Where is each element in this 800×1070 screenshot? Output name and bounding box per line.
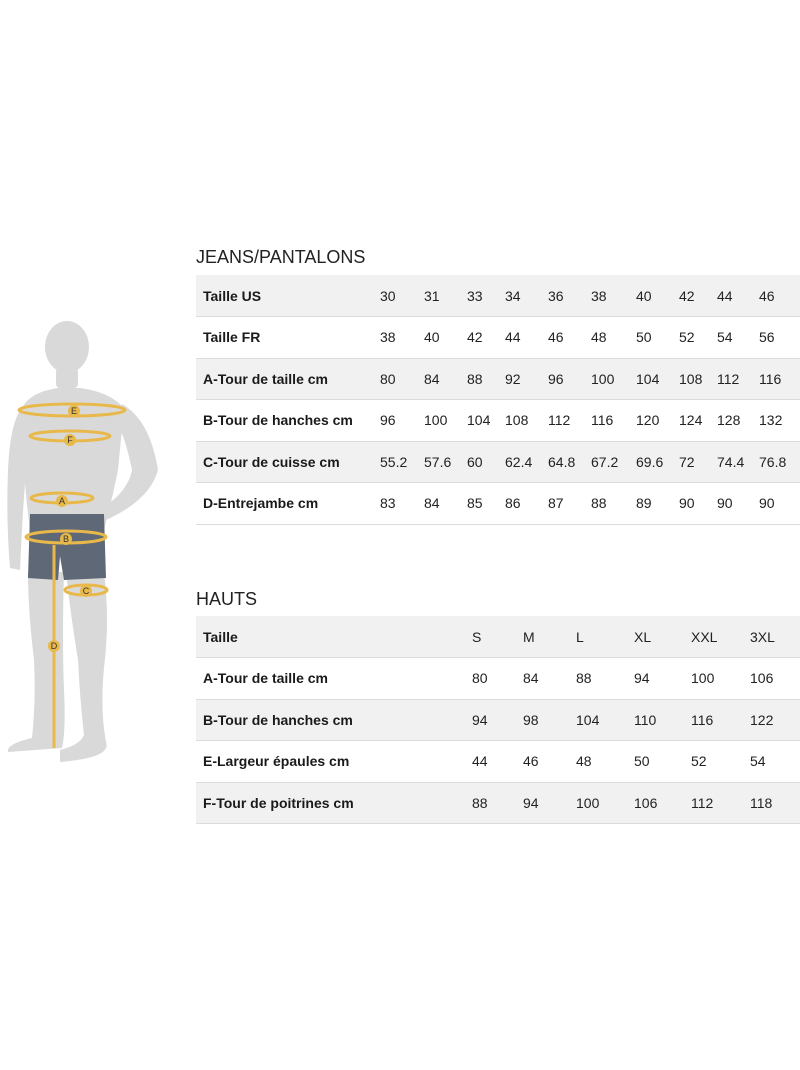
table-cell: S bbox=[472, 628, 482, 645]
table-cell: 30 bbox=[380, 287, 396, 304]
table-cell: 64.8 bbox=[548, 453, 576, 470]
row-label: Taille US bbox=[203, 287, 262, 304]
table-cell: 48 bbox=[576, 753, 592, 770]
table-cell: 74.4 bbox=[717, 453, 745, 470]
table-cell: 96 bbox=[548, 370, 564, 387]
table-cell: 116 bbox=[759, 370, 782, 387]
row-label: F-Tour de poitrines cm bbox=[203, 794, 354, 811]
table-cell: 112 bbox=[548, 412, 571, 429]
table-cell: 83 bbox=[380, 495, 396, 512]
label-a: A bbox=[58, 496, 66, 506]
table-cell: 48 bbox=[591, 329, 607, 346]
table-row bbox=[196, 400, 800, 442]
table-cell: 90 bbox=[679, 495, 695, 512]
label-e: E bbox=[70, 406, 78, 416]
section-title-jeans: JEANS/PANTALONS bbox=[196, 247, 366, 267]
table-cell: 55.2 bbox=[380, 453, 408, 470]
table-cell: 33 bbox=[467, 287, 483, 304]
table-cell: 62.4 bbox=[505, 453, 533, 470]
table-cell: 100 bbox=[591, 370, 615, 387]
jeans-size-table bbox=[196, 275, 800, 525]
table-row bbox=[196, 616, 800, 658]
table-cell: 94 bbox=[472, 711, 488, 728]
row-label: Taille FR bbox=[203, 329, 261, 346]
row-label: C-Tour de cuisse cm bbox=[203, 453, 340, 470]
table-cell: 42 bbox=[679, 287, 695, 304]
table-row bbox=[196, 658, 800, 700]
table-cell: 76.8 bbox=[759, 453, 787, 470]
table-cell: 42 bbox=[467, 329, 483, 346]
hauts-size-table bbox=[196, 616, 800, 824]
table-cell: 34 bbox=[505, 287, 521, 304]
table-cell: 88 bbox=[472, 794, 488, 811]
table-cell: 54 bbox=[717, 329, 733, 346]
table-row bbox=[196, 317, 800, 359]
row-label: E-Largeur épaules cm bbox=[203, 753, 350, 770]
table-cell: XL bbox=[634, 628, 652, 645]
row-label: B-Tour de hanches cm bbox=[203, 412, 353, 429]
table-cell: 100 bbox=[424, 412, 448, 429]
table-cell: 52 bbox=[679, 329, 695, 346]
table-cell: 69.6 bbox=[636, 453, 664, 470]
row-label: A-Tour de taille cm bbox=[203, 670, 328, 687]
table-cell: 44 bbox=[717, 287, 733, 304]
table-cell: 67.2 bbox=[591, 453, 619, 470]
table-cell: 38 bbox=[380, 329, 396, 346]
row-label: Taille bbox=[203, 628, 238, 645]
table-cell: 86 bbox=[505, 495, 521, 512]
table-cell: 88 bbox=[591, 495, 607, 512]
table-cell: L bbox=[576, 628, 584, 645]
table-cell: 38 bbox=[591, 287, 607, 304]
table-cell: 84 bbox=[424, 495, 440, 512]
section-title-hauts: HAUTS bbox=[196, 589, 258, 609]
table-cell: 116 bbox=[591, 412, 614, 429]
table-cell: 46 bbox=[548, 329, 564, 346]
table-cell: 80 bbox=[380, 370, 396, 387]
table-cell: 60 bbox=[467, 453, 483, 470]
table-cell: 132 bbox=[759, 412, 783, 429]
table-cell: 72 bbox=[679, 453, 695, 470]
table-cell: 90 bbox=[759, 495, 775, 512]
row-label: D-Entrejambe cm bbox=[203, 495, 319, 512]
table-cell: 112 bbox=[717, 370, 740, 387]
table-cell: 56 bbox=[759, 329, 775, 346]
table-cell: 104 bbox=[636, 370, 660, 387]
table-row bbox=[196, 782, 800, 824]
table-cell: 118 bbox=[750, 794, 773, 811]
table-cell: 94 bbox=[523, 794, 539, 811]
table-cell: 40 bbox=[424, 329, 440, 346]
table-cell: 88 bbox=[576, 670, 592, 687]
table-cell: 106 bbox=[750, 670, 774, 687]
table-cell: 124 bbox=[679, 412, 703, 429]
table-cell: 57.6 bbox=[424, 453, 452, 470]
table-cell: 40 bbox=[636, 287, 652, 304]
label-d: D bbox=[50, 641, 58, 651]
table-cell: 44 bbox=[472, 753, 488, 770]
table-cell: 94 bbox=[634, 670, 650, 687]
table-cell: XXL bbox=[691, 628, 718, 645]
table-row bbox=[196, 741, 800, 783]
table-cell: 92 bbox=[505, 370, 521, 387]
table-cell: 44 bbox=[505, 329, 521, 346]
table-cell: 54 bbox=[750, 753, 766, 770]
table-cell: 112 bbox=[691, 794, 714, 811]
table-cell: 31 bbox=[424, 287, 440, 304]
table-cell: 85 bbox=[467, 495, 483, 512]
table-cell: 90 bbox=[717, 495, 733, 512]
table-cell: 104 bbox=[576, 711, 600, 728]
label-b: B bbox=[62, 534, 70, 544]
table-cell: 110 bbox=[634, 711, 657, 728]
table-row bbox=[196, 699, 800, 741]
table-cell: 108 bbox=[505, 412, 529, 429]
table-cell: 96 bbox=[380, 412, 396, 429]
table-cell: 3XL bbox=[750, 628, 775, 645]
label-f: F bbox=[67, 435, 73, 445]
table-cell: 50 bbox=[634, 753, 650, 770]
table-row bbox=[196, 275, 800, 317]
table-row bbox=[196, 483, 800, 525]
table-cell: 104 bbox=[467, 412, 491, 429]
table-cell: 36 bbox=[548, 287, 564, 304]
label-c: C bbox=[82, 586, 90, 596]
table-cell: 128 bbox=[717, 412, 741, 429]
table-cell: 89 bbox=[636, 495, 652, 512]
row-label: B-Tour de hanches cm bbox=[203, 711, 353, 728]
table-cell: 84 bbox=[523, 670, 539, 687]
table-cell: 50 bbox=[636, 329, 652, 346]
table-cell: 87 bbox=[548, 495, 564, 512]
table-row bbox=[196, 441, 800, 483]
table-cell: 100 bbox=[576, 794, 600, 811]
table-cell: M bbox=[523, 628, 535, 645]
table-cell: 116 bbox=[691, 711, 714, 728]
table-cell: 98 bbox=[523, 711, 539, 728]
table-cell: 108 bbox=[679, 370, 703, 387]
table-cell: 122 bbox=[750, 711, 774, 728]
table-cell: 120 bbox=[636, 412, 660, 429]
table-cell: 52 bbox=[691, 753, 707, 770]
table-row bbox=[196, 358, 800, 400]
shorts bbox=[28, 514, 106, 580]
table-cell: 46 bbox=[523, 753, 539, 770]
body-measurement-figure bbox=[0, 318, 170, 768]
table-cell: 46 bbox=[759, 287, 775, 304]
table-cell: 106 bbox=[634, 794, 658, 811]
table-cell: 100 bbox=[691, 670, 715, 687]
row-label: A-Tour de taille cm bbox=[203, 370, 328, 387]
table-cell: 80 bbox=[472, 670, 488, 687]
table-cell: 84 bbox=[424, 370, 440, 387]
table-cell: 88 bbox=[467, 370, 483, 387]
